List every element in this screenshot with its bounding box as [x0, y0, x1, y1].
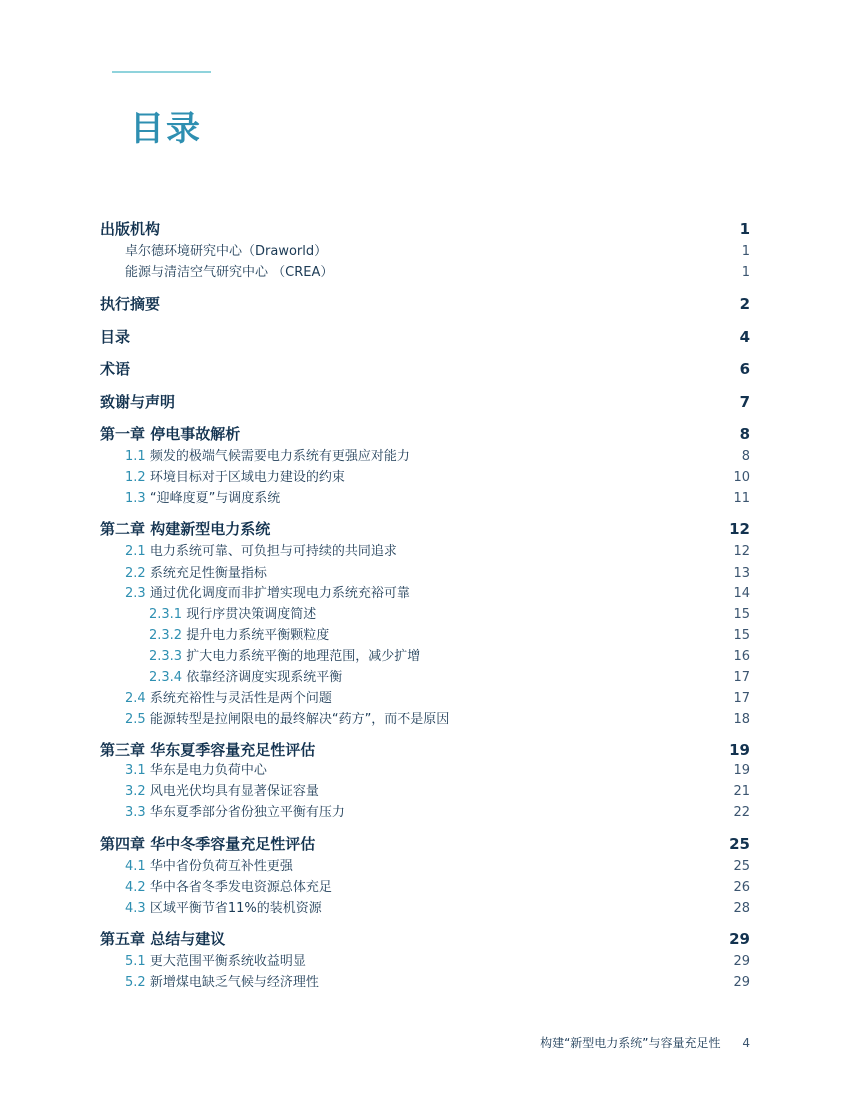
toc-entry-text: 现行序贯决策调度简述 [186, 607, 317, 622]
toc-entry-number: 2.4 [125, 691, 146, 706]
toc-entry-title [125, 487, 280, 506]
toc-entry[interactable] [100, 950, 750, 969]
toc-entry-page: 25 [733, 859, 750, 874]
toc-entry[interactable] [100, 358, 750, 379]
toc-entry[interactable] [100, 897, 750, 916]
toc-entry-text: 目录 [100, 328, 131, 346]
toc-entry-page: 7 [739, 393, 750, 411]
toc-entry-text: 系统充足性衡量指标 [149, 566, 267, 581]
toc-entry-title [100, 518, 270, 539]
toc-entry-title [100, 739, 315, 760]
toc-entry-title [125, 562, 267, 581]
toc-entry-page: 28 [733, 901, 750, 916]
title-accent-line [112, 71, 211, 73]
toc-entry-number: 2.3 [125, 586, 146, 601]
toc-entry-text: 通过优化调度而非扩增实现电力系统充裕可靠 [149, 586, 410, 601]
toc-entry-page: 1 [739, 220, 750, 238]
toc-entry[interactable] [100, 708, 750, 727]
toc-entry-text: 华中各省冬季发电资源总体充足 [149, 880, 332, 895]
toc-entry[interactable] [100, 759, 750, 778]
toc-entry-title [125, 971, 319, 990]
toc-entry-title [125, 240, 327, 259]
toc-entry-number: 2.2 [125, 566, 146, 581]
toc-entry-number: 2.5 [125, 712, 146, 727]
page-footer [540, 1034, 750, 1051]
toc-entry-number: 4.1 [125, 859, 146, 874]
toc-entry-text: 能源与清洁空气研究中心 （CREA） [125, 265, 334, 280]
toc-entry-title [100, 218, 160, 239]
toc-entry-page: 6 [739, 360, 750, 378]
toc-entry-number: 5.2 [125, 975, 146, 990]
toc-entry-number: 2.1 [125, 544, 146, 559]
toc-entry[interactable] [100, 739, 750, 760]
footer-page-number: 4 [742, 1036, 750, 1050]
toc-entry-title [125, 582, 410, 601]
toc-entry[interactable] [100, 855, 750, 874]
toc-entry-page: 15 [733, 628, 750, 643]
toc-entry-page: 12 [729, 520, 750, 538]
toc-entry-page: 29 [733, 975, 750, 990]
toc-entry-page: 16 [733, 649, 750, 664]
toc-entry-page: 19 [733, 763, 750, 778]
toc-entry-text: 致谢与声明 [100, 393, 176, 411]
toc-entry-text: 第三章 华东夏季容量充足性评估 [100, 741, 316, 759]
toc-entry-page: 1 [741, 265, 750, 280]
toc-entry-title [125, 466, 345, 485]
toc-entry-page: 17 [733, 670, 750, 685]
toc-entry[interactable] [100, 518, 750, 539]
toc-entry[interactable] [100, 928, 750, 949]
toc-entry-title [125, 687, 332, 706]
toc-entry-text: 频发的极端气候需要电力系统有更强应对能力 [149, 449, 410, 464]
toc-entry-text: 扩大电力系统平衡的地理范围，减少扩增 [186, 649, 421, 664]
toc-entry-page: 26 [733, 880, 750, 895]
toc-entry-title [100, 358, 130, 379]
toc-entry-page: 13 [733, 566, 750, 581]
toc-entry[interactable] [100, 562, 750, 581]
toc-entry-title [125, 876, 332, 895]
toc-entry-title [125, 759, 267, 778]
toc-entry[interactable] [100, 540, 750, 559]
toc-entry-title [149, 666, 342, 685]
toc-entry-number: 5.1 [125, 954, 146, 969]
toc-entry-text: 第二章 构建新型电力系统 [100, 520, 271, 538]
toc-entry-number: 2.3.1 [149, 607, 183, 622]
toc-entry-text: 第一章 停电事故解析 [100, 425, 241, 443]
toc-entry[interactable] [100, 391, 750, 412]
toc-entry-title [125, 897, 322, 916]
toc-entry-number: 4.3 [125, 901, 146, 916]
toc-entry[interactable] [100, 487, 750, 506]
toc-entry-number: 1.3 [125, 491, 146, 506]
toc-entry-text: 出版机构 [100, 220, 161, 238]
toc-entry-page: 1 [741, 244, 750, 259]
toc-entry[interactable] [100, 687, 750, 706]
footer-title: 构建“新型电力系统”与容量充足性 [540, 1036, 721, 1050]
toc-entry-page: 17 [733, 691, 750, 706]
toc-entry[interactable] [100, 876, 750, 895]
toc-entry-page: 19 [729, 741, 750, 759]
page-title: 目录 [130, 109, 202, 149]
toc-entry-title [125, 780, 319, 799]
toc-entry[interactable] [100, 801, 750, 820]
toc-entry-title [125, 445, 410, 464]
toc-entry-title [125, 540, 397, 559]
toc-entry-text: 依靠经济调度实现系统平衡 [186, 670, 343, 685]
toc-entry-text: 风电光伏均具有显著保证容量 [149, 784, 319, 799]
toc-entry-title [100, 423, 240, 444]
toc-entry-text: 华东是电力负荷中心 [149, 763, 267, 778]
toc-entry-text: 能源转型是拉闸限电的最终解决“药方”，而不是原因 [149, 712, 450, 727]
toc-entry-title [125, 261, 333, 280]
toc-entry-text: 第五章 总结与建议 [100, 930, 226, 948]
toc-entry-title [100, 293, 160, 314]
toc-entry-text: 卓尔德环境研究中心（Draworld） [125, 244, 328, 259]
toc-entry-title [125, 801, 345, 820]
toc-entry-number: 2.3.4 [149, 670, 183, 685]
toc-entry-number: 3.1 [125, 763, 146, 778]
toc-entry-title [100, 326, 130, 347]
toc-entry[interactable] [100, 624, 750, 643]
toc-entry[interactable] [100, 240, 750, 259]
toc-entry[interactable] [100, 445, 750, 464]
toc-entry-text: 电力系统可靠、可负担与可持续的共同追求 [149, 544, 397, 559]
toc-entry-page: 14 [733, 586, 750, 601]
toc-entry[interactable] [100, 833, 750, 854]
toc-entry-text: 术语 [100, 360, 131, 378]
toc-entry-page: 4 [739, 328, 750, 346]
toc-entry[interactable] [100, 293, 750, 314]
toc-entry[interactable] [100, 780, 750, 799]
toc-entry-title [149, 624, 329, 643]
toc-entry-title [100, 391, 175, 412]
toc-entry-title [125, 708, 449, 727]
toc-entry[interactable] [100, 666, 750, 685]
toc-entry[interactable] [100, 603, 750, 622]
toc-entry-text: 环境目标对于区域电力建设的约束 [149, 470, 345, 485]
toc-entry-text: 新增煤电缺乏气候与经济理性 [149, 975, 319, 990]
toc-entry-page: 22 [733, 805, 750, 820]
toc-entry-title [125, 855, 293, 874]
toc-entry-title [125, 950, 306, 969]
toc-entry-number: 4.2 [125, 880, 146, 895]
toc-entry-page: 10 [733, 470, 750, 485]
toc-entry-page: 2 [739, 295, 750, 313]
toc-entry-title [149, 603, 316, 622]
toc-entry-text: 执行摘要 [100, 295, 161, 313]
toc-entry[interactable] [100, 971, 750, 990]
toc-entry-page: 8 [739, 425, 750, 443]
toc-entry-text: 华中省份负荷互补性更强 [149, 859, 293, 874]
toc-entry-text: 提升电力系统平衡颗粒度 [186, 628, 330, 643]
toc-entry[interactable] [100, 261, 750, 280]
toc-entry-number: 1.2 [125, 470, 146, 485]
toc-entry-title [100, 833, 315, 854]
toc-entry-page: 8 [741, 449, 750, 464]
toc-entry-page: 11 [733, 491, 750, 506]
toc-entry-number: 3.3 [125, 805, 146, 820]
toc-entry-page: 29 [729, 930, 750, 948]
toc-entry-text: 华东夏季部分省份独立平衡有压力 [149, 805, 345, 820]
toc-entry[interactable] [100, 423, 750, 444]
toc-entry-page: 12 [733, 544, 750, 559]
toc-entry-number: 3.2 [125, 784, 146, 799]
toc-entry-number: 2.3.3 [149, 649, 183, 664]
toc-entry-text: 系统充裕性与灵活性是两个问题 [149, 691, 332, 706]
toc-entry-text: 区域平衡节省11%的装机资源 [149, 901, 322, 916]
toc-entry-number: 1.1 [125, 449, 146, 464]
toc-entry-text: “迎峰度夏”与调度系统 [149, 491, 281, 506]
toc-entry-number: 2.3.2 [149, 628, 183, 643]
toc-entry-page: 21 [733, 784, 750, 799]
toc-entry-text: 更大范围平衡系统收益明显 [149, 954, 306, 969]
toc-entry[interactable] [100, 326, 750, 347]
toc-entry[interactable] [100, 218, 750, 239]
toc-entry-text: 第四章 华中冬季容量充足性评估 [100, 835, 316, 853]
toc-entry-page: 25 [729, 835, 750, 853]
toc-entry-page: 18 [733, 712, 750, 727]
toc-entry[interactable] [100, 645, 750, 664]
toc-entry-title [100, 928, 225, 949]
toc-entry-page: 15 [733, 607, 750, 622]
toc-entry-title [149, 645, 420, 664]
toc-entry[interactable] [100, 466, 750, 485]
toc-entry-page: 29 [733, 954, 750, 969]
toc-entry[interactable] [100, 582, 750, 601]
